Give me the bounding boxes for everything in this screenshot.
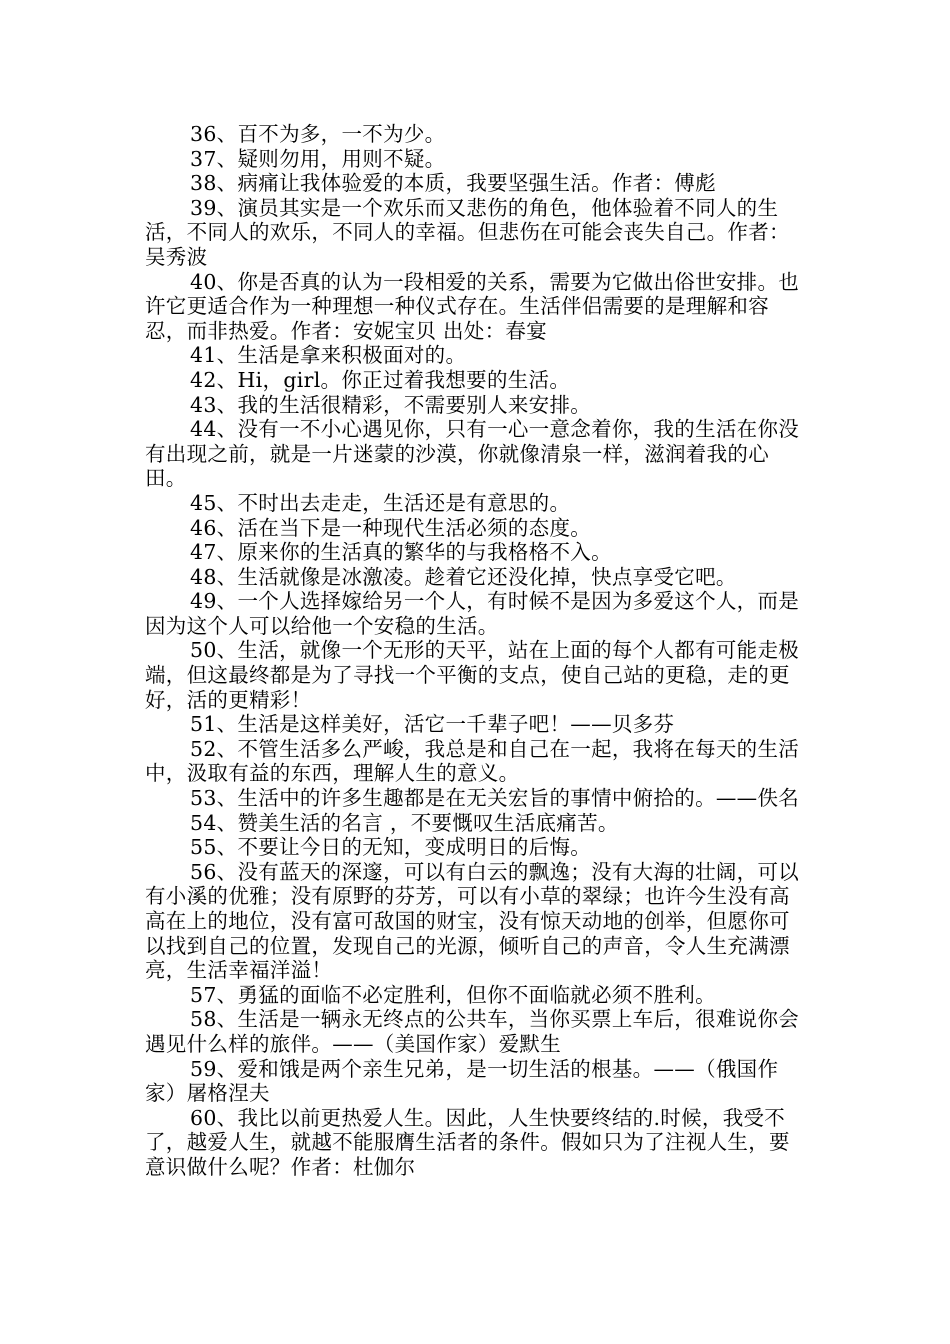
quote-paragraph-39: 39、演员其实是一个欢乐而又悲伤的角色，他体验着不同人的生活，不同人的欢乐，不同人的幸福。但悲伤在可能会丧失自己。作者：吴秀波 bbox=[145, 195, 790, 269]
quote-paragraph-48: 48、生活就像是冰激凌。趁着它还没化掉，快点享受它吧。 bbox=[190, 564, 737, 589]
quote-paragraph-55: 55、不要让今日的无知，变成明日的后悔。 bbox=[190, 835, 592, 860]
quote-paragraph-42: 42、Hi，girl。你正过着我想要的生活。 bbox=[190, 367, 571, 392]
quote-paragraph-41: 41、生活是拿来积极面对的。 bbox=[190, 343, 467, 368]
quote-paragraph-52: 52、不管生活多么严峻，我总是和自己在一起，我将在每天的生活中，汲取有益的东西，理解人生的意义。 bbox=[145, 736, 800, 786]
quote-paragraph-38: 38、病痛让我体验爱的本质，我要坚强生活。作者：傅彪 bbox=[190, 171, 716, 196]
quote-paragraph-49: 49、一个人选择嫁给另一个人，有时候不是因为多爱这个人，而是因为这个人可以给他一个安稳的生活。 bbox=[145, 589, 800, 638]
quote-paragraph-47: 47、原来你的生活真的繁华的与我格格不入。 bbox=[190, 540, 612, 565]
quote-paragraph-57: 57、勇猛的面临不必定胜利，但你不面临就必须不胜利。 bbox=[190, 982, 716, 1007]
quote-paragraph-59: 59、爱和饿是两个亲生兄弟，是一切生活的根基。——（俄国作家）屠格涅夫 bbox=[145, 1056, 779, 1106]
quote-paragraph-56: 56、没有蓝天的深邃，可以有白云的飘逸；没有大海的壮阔，可以有小溪的优雅；没有原野的芬芳，可以有小草的翠绿；也许今生没有高高在上的地位，没有富可敌国的财宝，没有惊天动地的创举，但愿你可以找到自己的位置，发现自己的光源，倾听自己的声音，令人生充满漂亮，生活幸福洋溢！ bbox=[145, 859, 800, 983]
quote-paragraph-43: 43、我的生活很精彩，不需要别人来安排。 bbox=[190, 392, 592, 417]
quote-paragraph-54: 54、赞美生活的名言 ，不要慨叹生活底痛苦。 bbox=[190, 810, 619, 835]
quote-paragraph-40: 40、你是否真的认为一段相爱的关系，需要为它做出俗世安排。也许它更适合作为一种理想一种仪式存在。生活伴侣需要的是理解和容忍，而非热爱。作者：安妮宝贝 出处：春宴 bbox=[145, 269, 800, 343]
quote-paragraph-60: 60、我比以前更热爱人生。因此，人生快要终结的.时候，我受不了，越爱人生，就越不能服膺生活者的条件。假如只为了注视人生，要意识做什么呢？作者：杜伽尔 bbox=[145, 1105, 790, 1179]
quote-paragraph-44: 44、没有一不小心遇见你，只有一心一意念着你，我的生活在你没有出现之前，就是一片迷蒙的沙漠，你就像清泉一样，滋润着我的心田。 bbox=[145, 417, 800, 491]
quote-paragraph-37: 37、疑则勿用，用则不疑。 bbox=[190, 146, 446, 171]
document-body bbox=[145, 122, 807, 1180]
quote-paragraph-36: 36、百不为多，一不为少。 bbox=[190, 122, 446, 146]
quote-paragraph-45: 45、不时出去走走，生活还是有意思的。 bbox=[190, 490, 571, 515]
quote-paragraph-58: 58、生活是一辆永无终点的公共车，当你买票上车后，很难说你会遇见什么样的旅伴。——（美国作家）爱默生 bbox=[145, 1007, 800, 1056]
quote-paragraph-53: 53、生活中的许多生趣都是在无关宏旨的事情中俯拾的。——佚名 bbox=[190, 786, 800, 811]
quote-paragraph-50: 50、生活，就像一个无形的天平，站在上面的每个人都有可能走极端，但这最终都是为了寻找一个平衡的支点，使自己站的更稳，走的更好，活的更精彩！ bbox=[145, 638, 800, 712]
quote-paragraph-46: 46、活在当下是一种现代生活必须的态度。 bbox=[190, 515, 592, 540]
quote-paragraph-51: 51、生活是这样美好，活它一千辈子吧！——贝多芬 bbox=[190, 712, 675, 737]
